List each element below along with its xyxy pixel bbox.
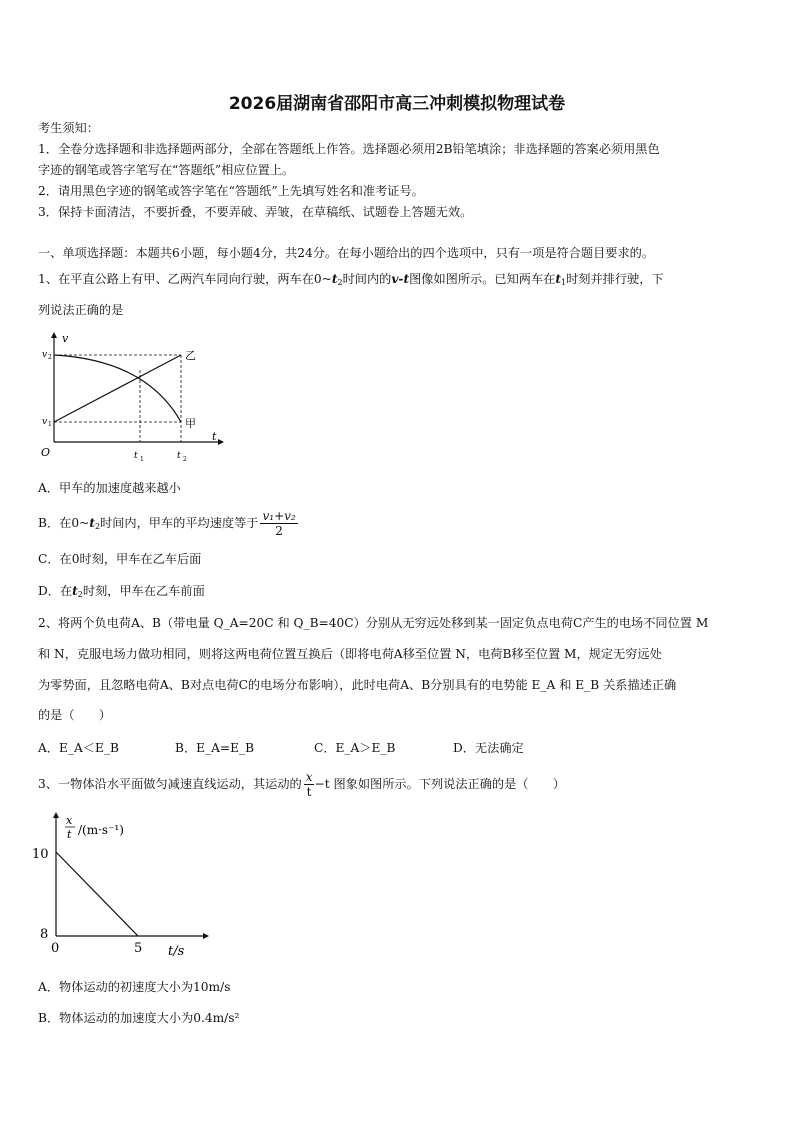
notice-item-1: 1．全卷分选择题和非选择题两部分，全部在答题纸上作答。选择题必须用2B铅笔填涂；非选择题的答案必须用黑色	[38, 142, 660, 156]
svg-text:0: 0	[51, 941, 60, 956]
svg-text:甲: 甲	[185, 417, 196, 430]
q3-data-line	[56, 852, 138, 936]
svg-text:t: t	[134, 451, 138, 461]
q1-option-b: B．在$0\sim t_2$时间内，甲车的平均速度等于 $\frac{\text{v₁+v₂}}{2}$	[38, 509, 296, 538]
q1-option-b-fraction: $\frac{\text{v₁+v₂}}{2}$	[262, 509, 296, 538]
section-heading: 一、单项选择题：本题共6小题，每小题4分，共24分。在每小题给出的四个选项中，只有一项是符合题目要求的。	[38, 246, 655, 260]
q3-stem-fraction: $\frac{x}{t}$	[305, 770, 313, 799]
svg-text:1: 1	[48, 421, 52, 428]
q2-stem-line3: 为零势面，且忽略电荷A、B对点电荷C的电场分布影响），此时电荷A、B分别具有的电势能 E_A 和 E_B 关系描述正确	[38, 678, 677, 692]
q1-stem-line2: 列说法正确的是	[38, 303, 124, 317]
svg-text:1: 1	[140, 456, 144, 463]
svg-text:5: 5	[134, 941, 143, 956]
svg-text:t: t	[212, 430, 217, 443]
q1-vt-graph	[36, 330, 226, 465]
svg-text:乙: 乙	[185, 349, 196, 362]
q1-option-d: D．在$t_2$时刻，甲车在乙车前面	[38, 584, 205, 599]
page-title: 2026届湖南省邵阳市高三冲刺模拟物理试卷	[228, 94, 566, 114]
q2-stem-line2: 和 N，克服电场力做功相同，则将这两电荷位置互换后（即将电荷A移至位置 N，电荷B移至位置 M，规定无穷远处	[38, 647, 662, 661]
svg-text:t: t	[67, 828, 72, 841]
svg-text:2: 2	[183, 456, 187, 463]
q2-stem-line4: 的是（ ）	[38, 708, 112, 722]
svg-text:2: 2	[48, 354, 52, 361]
q3-xt-graph	[28, 812, 218, 962]
q1-stem-line1: 1、在平直公路上有甲、乙两汽车同向行驶，两车在$0\sim t_2$时间内的v-t图像如图所示。已知两车在$t_1$时刻并排行驶，下	[38, 272, 664, 287]
notice-item-1-cont: 字迹的钢笔或答字笔写在“答题纸”相应位置上。	[38, 163, 295, 177]
q2-option-c: C．E_A＞E_B	[314, 741, 396, 755]
q3-stem: 3、一物体沿水平面做匀减速直线运动，其运动的 $\frac{x}{t}$ −t 图象如图所示。下列说法正确的是（ ）	[38, 770, 566, 799]
notice-item-2: 2．请用黑色字迹的钢笔或答字笔在“答题纸”上先填写姓名和准考证号。	[38, 184, 424, 198]
svg-text:x: x	[66, 814, 73, 827]
svg-text:v: v	[42, 417, 48, 427]
notice-item-3: 3．保持卡面清洁，不要折叠，不要弄破、弄皱，在草稿纸、试题卷上答题无效。	[38, 205, 473, 219]
svg-text:t: t	[177, 451, 181, 461]
svg-text:8: 8	[40, 927, 49, 942]
q3-option-a: A．物体运动的初速度大小为10m/s	[38, 980, 231, 994]
svg-text:O: O	[41, 446, 51, 459]
svg-text:t/s: t/s	[168, 944, 185, 959]
q2-stem-line1: 2、将两个负电荷A、B（带电量 Q_A=20C 和 Q_B=40C）分别从无穷远处移到某一固定负点电荷C产生的电场不同位置 M	[38, 616, 709, 630]
svg-text:v: v	[42, 350, 48, 360]
q2-option-b: B．E_A=E_B	[175, 741, 255, 755]
q3-option-b: B．物体运动的加速度大小为0.4m/s²	[38, 1011, 240, 1025]
q2-option-d: D．无法确定	[453, 741, 524, 755]
svg-text:v: v	[62, 332, 69, 345]
q1-option-c: C．在0时刻，甲车在乙车后面	[38, 552, 202, 566]
svg-text:/(m·s⁻¹): /(m·s⁻¹)	[78, 823, 124, 837]
notice-heading: 考生须知：	[38, 121, 99, 135]
svg-text:10: 10	[32, 847, 49, 862]
q2-option-a: A．E_A＜E_B	[38, 741, 119, 755]
q1-option-a: A．甲车的加速度越来越小	[38, 481, 181, 495]
